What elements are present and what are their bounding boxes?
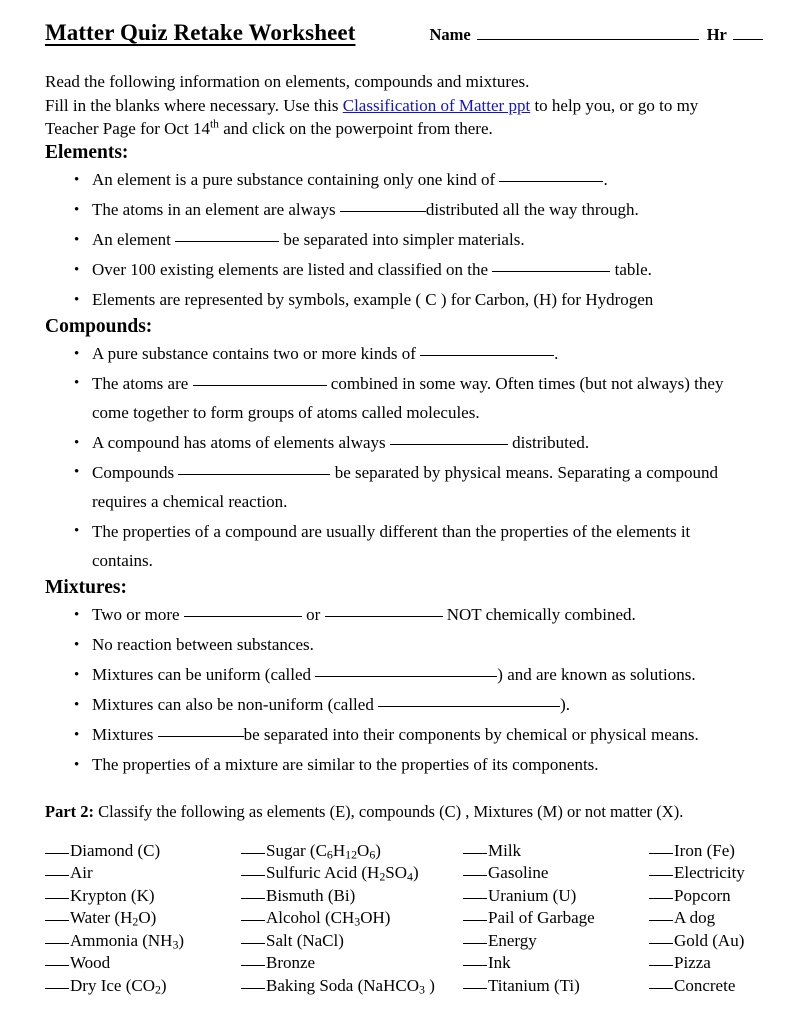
intro-line-3: [45, 117, 750, 141]
item-label: Milk: [488, 840, 522, 860]
part2-instruction-text: Classify the following as elements (E), compounds (C) , Mixtures (M) or not matter (X).: [94, 801, 684, 821]
elements-bullet-list: [45, 165, 750, 315]
answer-blank[interactable]: [463, 943, 487, 944]
classify-item[interactable]: [463, 952, 649, 975]
answer-blank[interactable]: [241, 853, 265, 854]
table-row: [45, 975, 750, 998]
item-label: ): [178, 930, 185, 950]
fill-blank[interactable]: [193, 385, 327, 386]
name-hour-block: [429, 25, 764, 45]
fill-blank[interactable]: [178, 474, 330, 475]
fill-blank[interactable]: [158, 736, 244, 737]
item-label: O): [138, 908, 157, 928]
classify-item[interactable]: [45, 862, 241, 885]
table-row: [45, 907, 750, 930]
classify-item[interactable]: [45, 907, 241, 930]
item-label: H: [332, 840, 346, 860]
bullet-text-post: be separated into simpler materials.: [279, 229, 525, 249]
ordinal-suffix: th: [209, 117, 219, 131]
classify-item[interactable]: [649, 952, 711, 975]
item-subscript: 4: [407, 869, 413, 884]
answer-blank[interactable]: [45, 875, 69, 876]
bullet-text-pre: Mixtures can be uniform (called: [92, 664, 316, 684]
list-item: [45, 660, 750, 690]
answer-blank[interactable]: [45, 943, 69, 944]
answer-blank[interactable]: [649, 853, 673, 854]
item-label: Concrete: [674, 976, 736, 996]
item-label: Ammonia (NH: [70, 930, 173, 950]
item-label: Uranium (U): [488, 885, 577, 905]
list-item: [45, 720, 750, 750]
classify-item[interactable]: [649, 975, 735, 998]
answer-blank[interactable]: [241, 920, 265, 921]
bullet-text-pre: Mixtures: [92, 724, 158, 744]
fill-blank[interactable]: [175, 241, 279, 242]
bullet-text-pre: Compounds: [92, 462, 179, 482]
classify-item[interactable]: [463, 885, 649, 908]
list-item: [45, 165, 750, 195]
classification-of-matter-ppt-link[interactable]: Classification of Matter ppt: [342, 95, 531, 115]
table-row: [45, 952, 750, 975]
intro-line-2-pre: Fill in the blanks where necessary. Use this: [45, 95, 343, 115]
answer-blank[interactable]: [649, 988, 673, 989]
bullet-text-post: ).: [560, 694, 570, 714]
item-label: OH): [360, 908, 391, 928]
list-item: [45, 690, 750, 720]
bullet-text-pre: The properties of a compound are usually different than the properties of the elements it contains.: [92, 521, 691, 570]
answer-blank[interactable]: [241, 965, 265, 966]
answer-blank[interactable]: [649, 965, 673, 966]
answer-blank[interactable]: [463, 965, 487, 966]
classify-item[interactable]: [241, 840, 463, 863]
classify-item[interactable]: [649, 907, 715, 930]
classify-item[interactable]: [45, 885, 241, 908]
classify-item[interactable]: [241, 907, 463, 930]
classify-item[interactable]: [45, 840, 241, 863]
table-row: [45, 862, 750, 885]
classify-item[interactable]: [463, 975, 649, 998]
answer-blank[interactable]: [463, 853, 487, 854]
bullet-text-pre: The atoms in an element are always: [92, 199, 340, 219]
answer-blank[interactable]: [463, 988, 487, 989]
answer-blank[interactable]: [241, 898, 265, 899]
answer-blank[interactable]: [241, 943, 265, 944]
item-label: Sugar (C: [266, 840, 327, 860]
list-item: [45, 285, 750, 315]
hour-blank-line[interactable]: [733, 39, 763, 40]
classify-item[interactable]: [649, 885, 731, 908]
classify-item[interactable]: [649, 840, 735, 863]
answer-blank[interactable]: [45, 965, 69, 966]
list-item: [45, 225, 750, 255]
item-label: Ink: [488, 953, 511, 973]
fill-blank[interactable]: [390, 444, 508, 445]
classify-item[interactable]: [45, 952, 241, 975]
classify-item[interactable]: [45, 930, 241, 953]
item-label: Diamond (C): [70, 840, 161, 860]
name-blank-line[interactable]: [477, 39, 699, 40]
answer-blank[interactable]: [463, 898, 487, 899]
fill-blank[interactable]: [325, 616, 443, 617]
fill-blank[interactable]: [499, 181, 603, 182]
classify-item[interactable]: [463, 907, 649, 930]
bullet-text-post: combined in some way. Often times (but not always) they come together to form groups of atoms called molecules.: [92, 373, 724, 422]
item-label: Titanium (Ti): [488, 976, 580, 996]
intro-line-3-post: and click on the powerpoint from there.: [218, 119, 493, 138]
list-item: [45, 458, 750, 517]
answer-blank[interactable]: [649, 875, 673, 876]
item-label: SO: [385, 863, 408, 883]
bullet-text-pre: The atoms are: [92, 373, 193, 393]
item-subscript: 3: [418, 982, 425, 997]
answer-blank[interactable]: [649, 943, 673, 944]
list-item: [45, 255, 750, 285]
fill-blank[interactable]: [492, 271, 610, 272]
item-label: Salt (NaCl): [266, 930, 344, 950]
table-row: [45, 930, 750, 953]
bullet-text-pre: A pure substance contains two or more kinds of: [92, 343, 421, 363]
answer-blank[interactable]: [649, 898, 673, 899]
intro-line-2-post: to help you, or go to my: [530, 95, 699, 115]
intro-paragraph: [45, 70, 750, 141]
name-label: Name: [429, 25, 471, 44]
classify-item[interactable]: [649, 930, 744, 953]
item-label: ): [412, 863, 419, 883]
item-label: Electricity: [674, 863, 745, 883]
answer-blank[interactable]: [649, 920, 673, 921]
item-subscript: 2: [154, 982, 161, 997]
item-label: ): [424, 976, 435, 996]
fill-blank[interactable]: [420, 355, 554, 356]
bullet-text-pre: Two or more: [92, 604, 184, 624]
list-item: [45, 369, 750, 428]
classify-item[interactable]: [463, 862, 649, 885]
item-subscript: 12: [345, 847, 358, 862]
bullet-text-post: distributed all the way through.: [425, 199, 639, 219]
classify-item[interactable]: [241, 862, 463, 885]
classify-item[interactable]: [241, 885, 463, 908]
item-label: A dog: [674, 908, 716, 928]
hour-label: Hr: [706, 25, 727, 44]
item-label: Gold (Au): [674, 930, 745, 950]
list-item: [45, 750, 750, 780]
bullet-text-pre: An element: [92, 229, 176, 249]
bullet-text-post: be separated by physical means. Separating a compound requires a chemical reaction.: [92, 462, 719, 511]
intro-line-2: [45, 94, 750, 118]
classify-item[interactable]: [241, 952, 463, 975]
item-label: Popcorn: [674, 885, 731, 905]
table-row: [45, 885, 750, 908]
item-label: Water (H: [70, 908, 133, 928]
answer-blank[interactable]: [45, 988, 69, 989]
classify-item[interactable]: [649, 862, 745, 885]
list-item: [45, 428, 750, 458]
page-title: Matter Quiz Retake Worksheet: [45, 20, 356, 45]
bullet-text-pre: A compound has atoms of elements always: [92, 432, 390, 452]
part2-instruction: [45, 802, 750, 822]
item-label: ): [375, 840, 381, 860]
classify-item[interactable]: [463, 930, 649, 953]
answer-blank[interactable]: [45, 920, 69, 921]
classify-item[interactable]: [45, 975, 241, 998]
item-label: Pizza: [674, 953, 711, 973]
fill-blank[interactable]: [378, 706, 560, 707]
answer-blank[interactable]: [241, 875, 265, 876]
list-item: [45, 600, 750, 630]
classify-item[interactable]: [463, 840, 649, 863]
item-label: O: [357, 840, 370, 860]
section-heading-compounds: Compounds:: [45, 315, 153, 337]
item-label: Wood: [70, 953, 111, 973]
intro-line-3-pre: Teacher Page for Oct 14: [45, 119, 210, 138]
list-item: [45, 339, 750, 369]
bullet-text-pre: An element is a pure substance containing only one kind of: [92, 169, 500, 189]
answer-blank[interactable]: [45, 853, 69, 854]
bullet-text-pre: Elements are represented by symbols, example ( C ) for Carbon, (H) for Hydrogen: [92, 289, 654, 309]
item-label: Krypton (K): [70, 885, 155, 905]
bullet-text-pre: Mixtures can also be non-uniform (called: [92, 694, 379, 714]
item-subscript: 3: [172, 937, 179, 952]
bullet-text-pre: Over 100 existing elements are listed and classified on the: [92, 259, 493, 279]
bullet-text-post: NOT chemically combined.: [442, 604, 636, 624]
item-label: Energy: [488, 930, 537, 950]
classify-item[interactable]: [241, 975, 463, 998]
item-label: Bronze: [266, 953, 316, 973]
item-label: Bismuth (Bi): [266, 885, 356, 905]
bullet-text-post: table.: [610, 259, 652, 279]
bullet-text-post: ) and are known as solutions.: [497, 664, 696, 684]
intro-line-1: Read the following information on elements, compounds and mixtures.: [45, 72, 530, 91]
bullet-text-post: .: [603, 169, 608, 189]
fill-blank[interactable]: [315, 676, 497, 677]
classify-item[interactable]: [241, 930, 463, 953]
answer-blank[interactable]: [45, 898, 69, 899]
section-heading-mixtures: Mixtures:: [45, 576, 127, 598]
item-label: Baking Soda (NaHCO: [266, 976, 419, 996]
bullet-text-pre: No reaction between substances.: [92, 634, 314, 654]
fill-blank[interactable]: [340, 211, 426, 212]
item-subscript: 2: [132, 914, 139, 929]
answer-blank[interactable]: [463, 875, 487, 876]
document-header: [45, 20, 750, 54]
answer-blank[interactable]: [463, 920, 487, 921]
item-label: Air: [70, 863, 93, 883]
bullet-text-post: .: [554, 343, 559, 363]
item-label: Pail of Garbage: [488, 908, 595, 928]
bullet-text-post: be separated into their components by chemical or physical means.: [243, 724, 699, 744]
item-label: Sulfuric Acid (H: [266, 863, 380, 883]
classification-grid: [45, 840, 750, 998]
item-subscript: 3: [354, 914, 361, 929]
compounds-bullet-list: [45, 339, 750, 576]
item-label: Dry Ice (CO: [70, 976, 155, 996]
bullet-text-pre: The properties of a mixture are similar to the properties of its components.: [92, 754, 599, 774]
part2-label: Part 2:: [45, 801, 95, 821]
mixtures-bullet-list: [45, 600, 750, 780]
item-subscript: 6: [326, 847, 333, 862]
list-item: [45, 517, 750, 576]
bullet-text-mid: or: [301, 604, 325, 624]
item-label: Alcohol (CH: [266, 908, 355, 928]
section-heading-elements: Elements:: [45, 141, 129, 163]
fill-blank[interactable]: [184, 616, 302, 617]
item-subscript: 6: [369, 847, 376, 862]
answer-blank[interactable]: [241, 988, 265, 989]
bullet-text-post: distributed.: [507, 432, 590, 452]
item-label: Iron (Fe): [674, 840, 735, 860]
table-row: [45, 840, 750, 863]
item-label: ): [160, 976, 167, 996]
list-item: [45, 195, 750, 225]
item-subscript: 2: [379, 869, 386, 884]
item-label: Gasoline: [488, 863, 549, 883]
list-item: [45, 630, 750, 660]
